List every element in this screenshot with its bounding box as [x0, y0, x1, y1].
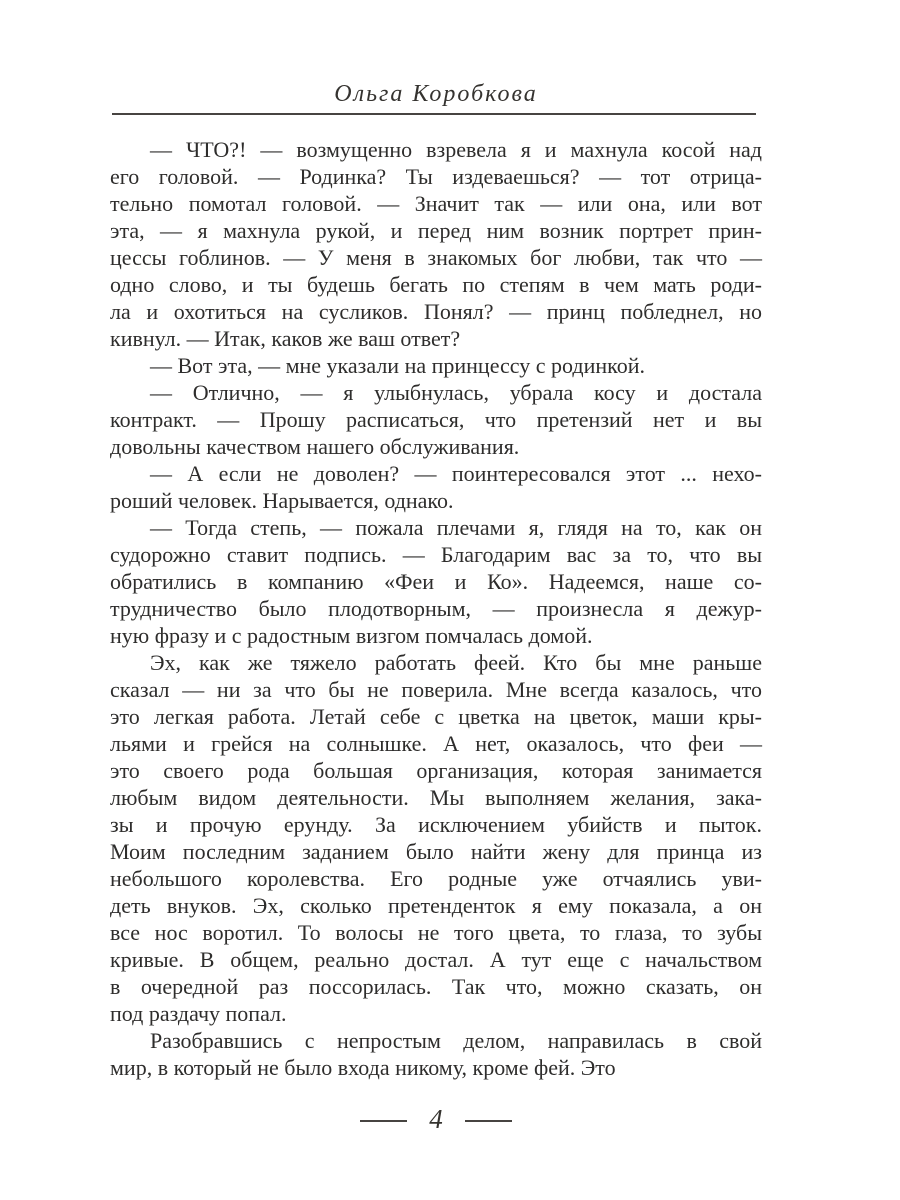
text-line: Эх, как же тяжело работать феей. Кто бы мне раньше	[150, 650, 762, 675]
text-line: любым видом деятельности. Мы выполняем желания, зака-	[110, 785, 762, 810]
text-line: довольны качеством нашего обслуживания.	[110, 434, 520, 459]
text-line: — Тогда степь, — пожала плечами я, глядя на то, как он	[150, 515, 762, 540]
text-line: кривые. В общем, реально достал. А тут еще с начальством	[110, 947, 762, 972]
paragraph	[110, 460, 762, 514]
text-line: — Отлично, — я улыбнулась, убрала косу и достала	[150, 380, 762, 405]
text-line: под раздачу попал.	[110, 1001, 287, 1026]
text-line: мир, в который не было входа никому, кроме фей. Это	[110, 1055, 616, 1080]
text-line: ла и охотиться на сусликов. Понял? — принц побледнел, но	[110, 299, 762, 324]
text-line: — ЧТО?! — возмущенно взревела я и махнула косой над	[150, 137, 762, 162]
text-line: все нос воротил. То волосы не того цвета, то глаза, то зубы	[110, 920, 762, 945]
text-line: — А если не доволен? — поинтересовался этот ... нехо-	[150, 461, 762, 486]
text-line: одно слово, и ты будешь бегать по степям в чем мать роди-	[110, 272, 762, 297]
text-line: сказал — ни за что бы не поверила. Мне всегда казалось, что	[110, 677, 762, 702]
header-rule	[112, 113, 756, 115]
text-line: льями и грейся на солнышке. А нет, оказалось, что феи —	[110, 731, 762, 756]
text-line: зы и прочую ерунду. За исключением убийств и пыток.	[110, 812, 762, 837]
paragraph	[110, 136, 762, 352]
text-line: его головой. — Родинка? Ты издеваешься? — тот отрица-	[110, 164, 762, 189]
text-line: Разобравшись с непростым делом, направилась в свой	[150, 1028, 762, 1053]
text-line: роший человек. Нарывается, однако.	[110, 488, 454, 513]
text-line: тельно помотал головой. — Значит так — или она, или вот	[110, 191, 762, 216]
paragraph	[110, 352, 762, 379]
footer-left-dash	[360, 1120, 407, 1122]
text-line: судорожно ставит подпись. — Благодарим вас за то, что вы	[110, 542, 762, 567]
text-line: контракт. — Прошу расписаться, что претензий нет и вы	[110, 407, 762, 432]
text-line: в очередной раз поссорилась. Так что, можно сказать, он	[110, 974, 762, 999]
text-line: это легкая работа. Летай себе с цветка на цветок, маши кры-	[110, 704, 762, 729]
text-line: трудничество было плодотворным, — произнесла я дежур-	[110, 596, 762, 621]
running-header-author: Ольга Коробкова	[334, 81, 538, 107]
text-line: цессы гоблинов. — У меня в знакомых бог любви, так что —	[110, 245, 762, 270]
text-line: обратились в компанию «Феи и Ко». Надеемся, наше со-	[110, 569, 762, 594]
text-line: деть внуков. Эх, сколько претенденток я ему показала, а он	[110, 893, 762, 918]
page-footer	[110, 1106, 762, 1136]
text-line: кивнул. — Итак, каков же ваш ответ?	[110, 326, 461, 351]
paragraph	[110, 514, 762, 649]
text-line: это своего рода большая организация, которая занимается	[110, 758, 762, 783]
text-line: Моим последним заданием было найти жену для принца из	[110, 839, 762, 864]
text-line: небольшого королевства. Его родные уже отчаялись уви-	[110, 866, 762, 891]
footer-right-dash	[465, 1120, 512, 1122]
text-line: ную фразу и с радостным визгом помчалась домой.	[110, 623, 593, 648]
paragraph	[110, 1027, 762, 1081]
paragraph	[110, 379, 762, 460]
text-line: — Вот эта, — мне указали на принцессу с родинкой.	[150, 353, 645, 378]
text-line: эта, — я махнула рукой, и перед ним возник портрет прин-	[110, 218, 762, 243]
paragraph	[110, 649, 762, 1027]
text-body	[110, 136, 762, 1081]
page-number: 4	[429, 1104, 443, 1134]
